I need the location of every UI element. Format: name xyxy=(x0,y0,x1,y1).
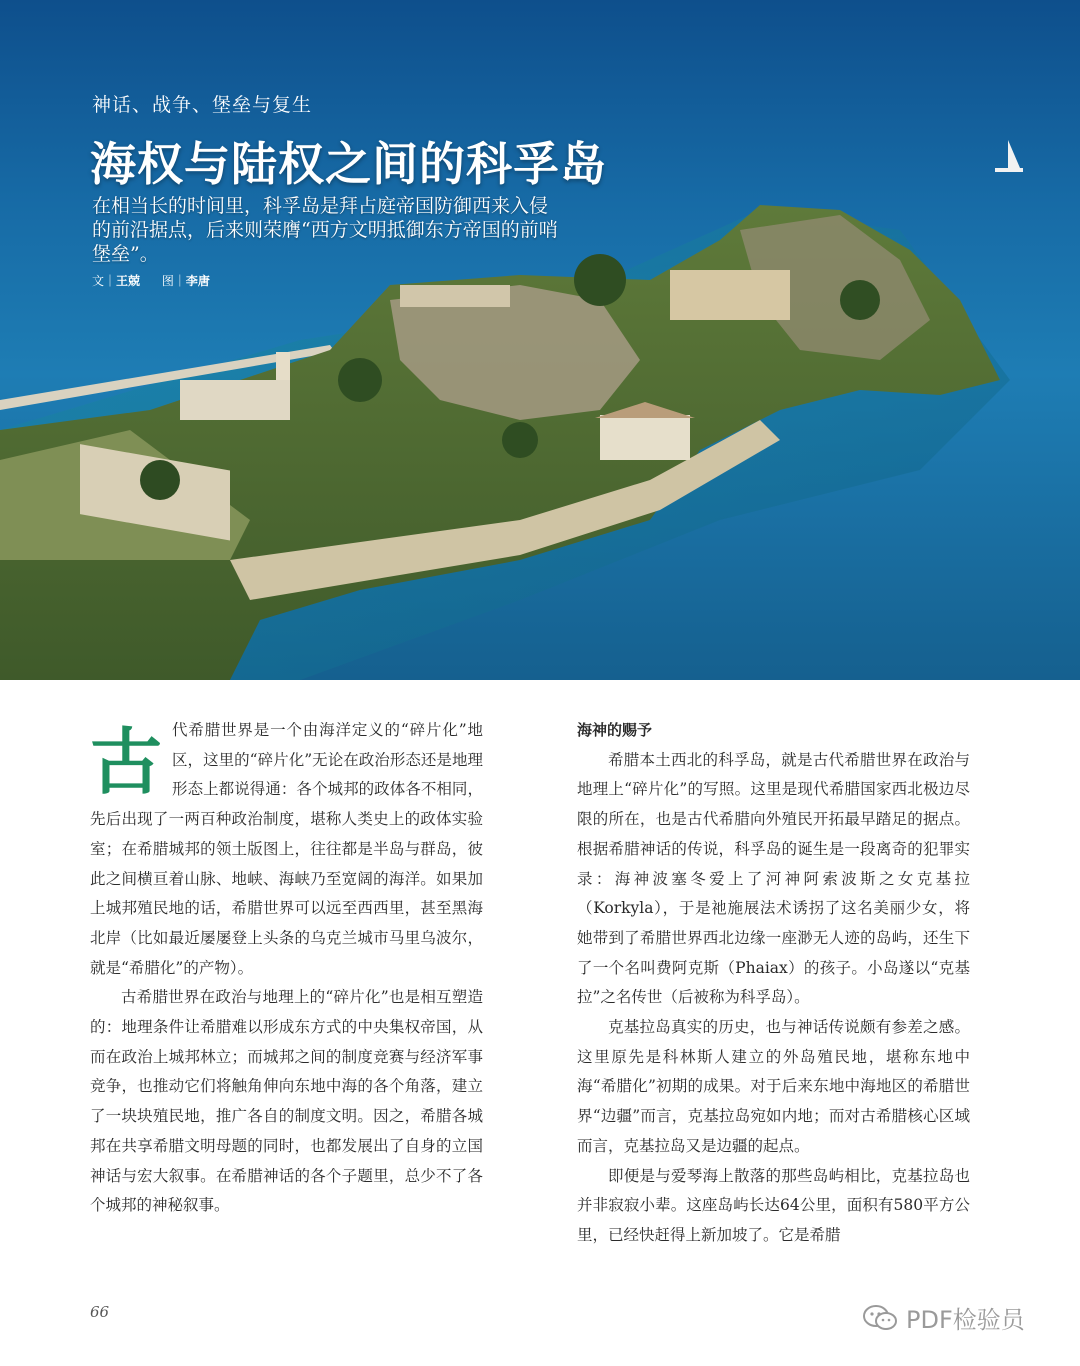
page-number: 66 xyxy=(90,1303,110,1321)
watermark-text: PDF检验员 xyxy=(906,1306,1025,1334)
wechat-icon xyxy=(862,1304,898,1332)
drop-cap: 古 xyxy=(90,719,163,804)
kicker: 神话、战争、堡垒与复生 xyxy=(92,94,313,116)
paragraph: 即便是与爱琴海上散落的那些岛屿相比，克基拉岛也并非寂寂小辈。这座岛屿长达64公里，面积有580平方公里，已经快赶得上新加坡了。它是希腊 xyxy=(577,1166,970,1244)
page-title: 海权与陆权之间的科孚岛 xyxy=(90,137,607,191)
article-column-left xyxy=(90,716,483,1221)
credit-text-name: 王兢 xyxy=(116,274,141,288)
byline xyxy=(92,272,228,289)
section-heading: 海神的赐予 xyxy=(577,721,653,739)
paragraph: 古希腊世界在政治与地理上的“碎片化”也是相互塑造的：地理条件让希腊难以形成东方式的中央集权帝国，从而在政治上城邦林立；而城邦之间的制度竞赛与经济军事竞争，也推动它们将触角伸向东地中海的各个角落，建立了一块块殖民地，推广各自的制度文明。因之，希腊各城邦在共享希腊文明母题的同时，也都发展出了自身的立国神话与宏大叙事。在希腊神话的各个子题里，总少不了各个城邦的神秘叙事。 xyxy=(90,988,483,1215)
hero-photo xyxy=(0,0,1080,680)
credit-photo-label: 图｜ xyxy=(161,274,186,288)
paragraph: 克基拉岛真实的历史，也与神话传说颇有参差之感。这里原先是科林斯人建立的外岛殖民地，堪称东地中海“希腊化”初期的成果。对于后来东地中海地区的希腊世界“边疆”而言，克基拉岛宛如内地；而对古希腊核心区域而言，克基拉岛又是边疆的起点。 xyxy=(577,1018,970,1155)
credit-photo-name: 李唐 xyxy=(185,274,210,288)
lede: 在相当长的时间里，科孚岛是拜占庭帝国防御西来入侵的前沿据点，后来则荣膺“西方文明抵御东方帝国的前哨堡垒”。 xyxy=(92,195,558,265)
credit-text-label: 文｜ xyxy=(92,274,117,288)
paragraph xyxy=(90,716,483,983)
watermark xyxy=(862,1300,1025,1335)
paragraph: 希腊本土西北的科孚岛，就是古代希腊世界在政治与地理上“碎片化”的写照。这里是现代希腊国家西北极边尽限的所在，也是古代希腊向外殖民开拓最早踏足的据点。根据希腊神话的传说，科孚岛的诞生是一段离奇的犯罪实录：海神波塞冬爱上了河神阿索波斯之女克基拉（Korkyla），于是祂施展法术诱拐了这名美丽少女，将她带到了希腊世界西北边缘一座渺无人迹的岛屿，还生下了一个名叫费阿克斯（Phaiax）的孩子。小岛遂以“克基拉”之名传世（后被称为科孚岛）。 xyxy=(577,750,970,1007)
article-column-right xyxy=(577,716,970,1251)
paragraph-text: 代希腊世界是一个由海洋定义的“碎片化”地区，这里的“碎片化”无论在政治形态还是地理形态上都说得通：各个城邦的政体各不相同，先后出现了一两百种政治制度，堪称人类史上的政体实验室；在希腊城邦的领土版图上，往往都是半岛与群岛，彼此之间横亘着山脉、地峡、海峡乃至宽阔的海洋。如果加上城邦殖民地的话，希腊世界可以远至西西里，甚至黑海北岸（比如最近屡屡登上头条的乌克兰城市马里乌波尔，就是“希腊化”的产物）。 xyxy=(90,721,483,977)
